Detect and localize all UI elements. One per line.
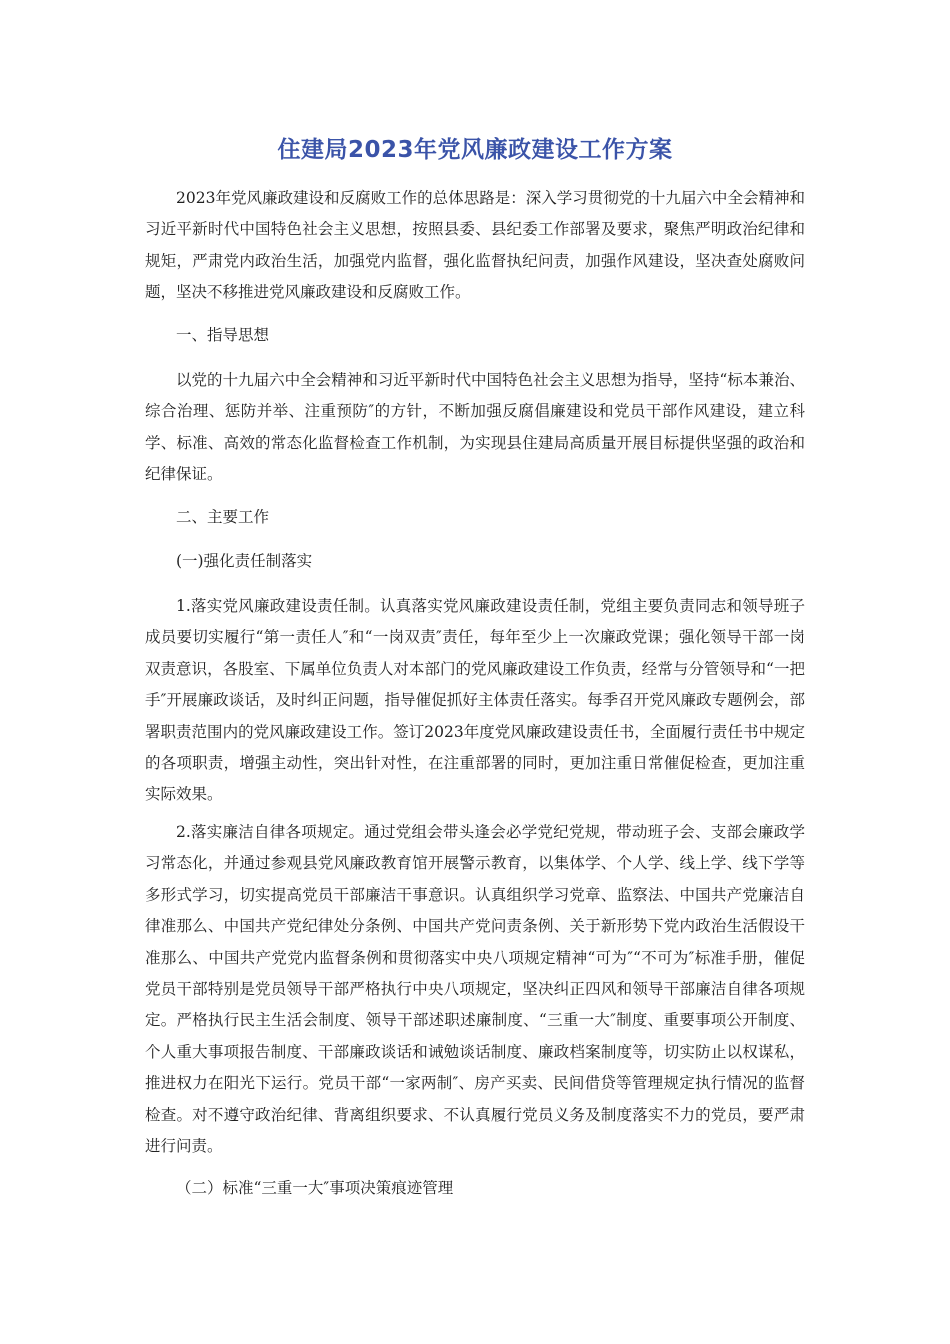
item2-block — [145, 817, 805, 1162]
sub1-heading-block — [145, 546, 805, 577]
section2-heading: 二、主要工作 — [176, 508, 270, 526]
item1-paragraph: 1.落实党风廉政建设责任制。认真落实党风廉政建设责任制，党组主要负责同志和领导班子成员要切实履行“第一责任人″和“一岗双责″责任，每年至少上一次廉政党课；强化领导干部一岗双责意识，各股室、下属单位负责人对本部门的党风廉政建设工作负责，经常与分管领导和“一把手″开展廉政谈话，及时纠正问题，指导催促抓好主体责任落实。每季召开党风廉政专题例会，部署职责范围内的党风廉政建设工作。签订2023年度党风廉政建设责任书，全面履行责任书中规定的各项职责，增强主动性，突出针对性，在注重部署的同时，更加注重日常催促检查，更加注重实际效果。 — [145, 597, 805, 804]
sub2-heading: （二）标准“三重一大″事项决策痕迹管理 — [176, 1179, 454, 1197]
section1-heading: 一、指导思想 — [176, 326, 270, 344]
sub2-heading-block — [145, 1173, 805, 1204]
intro-paragraph-block — [145, 183, 805, 309]
intro-paragraph: 2023年党风廉政建设和反腐败工作的总体思路是：深入学习贯彻党的十九届六中全会精神和习近平新时代中国特色社会主义思想，按照县委、县纪委工作部署及要求，聚焦严明政治纪律和规矩，严肃党内政治生活，加强党内监督，强化监督执纪问责，加强作风建设，坚决查处腐败问题，坚决不移推进党风廉政建设和反腐败工作。 — [145, 189, 805, 302]
item2-paragraph: 2.落实廉洁自律各项规定。通过党组会带头逢会必学党纪党规，带动班子会、支部会廉政学习常态化，并通过参观县党风廉政教育馆开展警示教育，以集体学、个人学、线上学、线下学等多形式学习，切实提高党员干部廉洁干事意识。认真组织学习党章、监察法、中国共产党廉洁自律准那么、中国共产党纪律处分条例、中国共产党问责条例、关于新形势下党内政治生活假设干准那么、中国共产党党内监督条例和贯彻落实中央八项规定精神“可为″“不可为″标准手册，催促党员干部特别是党员领导干部严格执行中央八项规定，坚决纠正四风和领导干部廉洁自律各项规定。严格执行民主生活会制度、领导干部述职述廉制度、“三重一大″制度、重要事项公开制度、个人重大事项报告制度、干部廉政谈话和诫勉谈话制度、廉政档案制度等，切实防止以权谋私，推进权力在阳光下运行。党员干部“一家两制″、房产买卖、民间借贷等管理规定执行情况的监督检查。对不遵守政治纪律、背离组织要求、不认真履行党员义务及制度落实不力的党员，要严肃进行问责。 — [145, 823, 805, 1156]
section1-body-block — [145, 365, 805, 491]
section1-body: 以党的十九届六中全会精神和习近平新时代中国特色社会主义思想为指导，坚持“标本兼治、综合治理、惩防并举、注重预防″的方针，不断加强反腐倡廉建设和党员干部作风建设，建立科学、标准、高效的常态化监督检查工作机制，为实现县住建局高质量开展目标提供坚强的政治和纪律保证。 — [145, 371, 805, 484]
item1-block — [145, 591, 805, 811]
document-title: 住建局2023年党风廉政建设工作方案 — [277, 137, 673, 163]
sub1-heading: (一)强化责任制落实 — [176, 552, 313, 570]
section2-heading-block — [145, 502, 805, 533]
section1-heading-block — [145, 320, 805, 351]
